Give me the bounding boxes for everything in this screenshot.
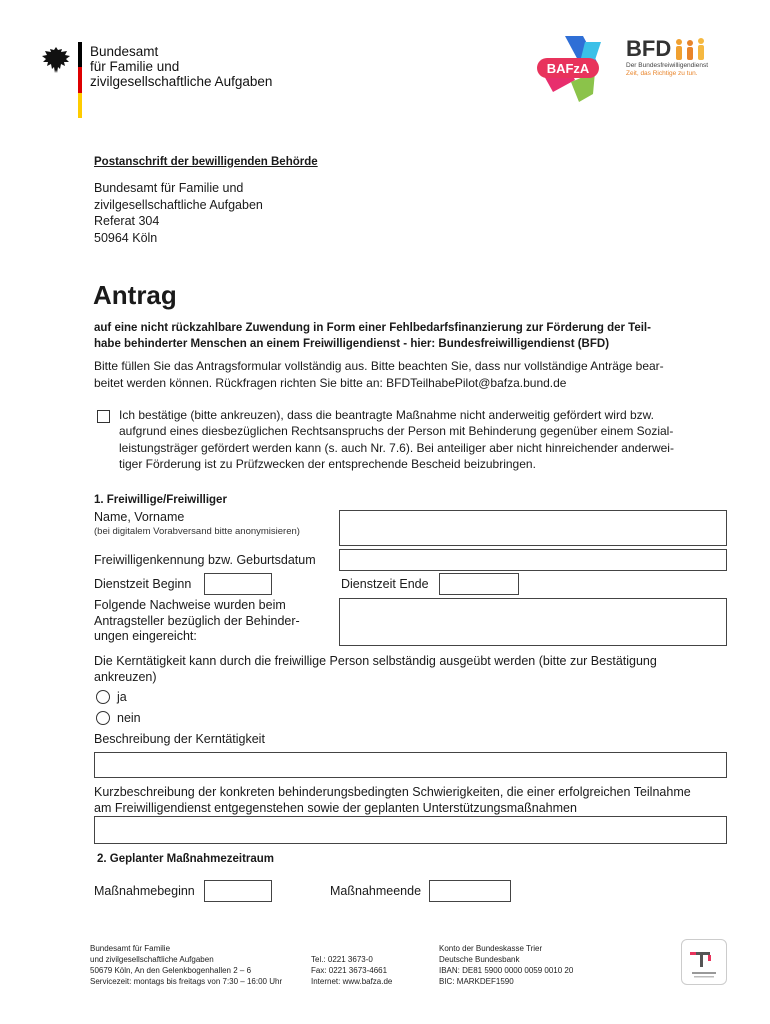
measure-begin-field[interactable] bbox=[204, 880, 272, 902]
core-yes-label: ja bbox=[117, 690, 127, 704]
id-field[interactable] bbox=[339, 549, 727, 571]
service-end-label: Dienstzeit Ende bbox=[341, 577, 429, 591]
footer-bank: Konto der Bundeskasse Trier Deutsche Bundesbank IBAN: DE81 5900 0000 0059 0010 20 BIC: MARKDEF1590 bbox=[439, 944, 574, 986]
name-label: Name, Vorname bbox=[94, 510, 185, 524]
agency-name: Bundesamt für Familie und zivilgesellschaftliche Aufgaben bbox=[90, 44, 273, 89]
proof-field[interactable] bbox=[339, 598, 727, 646]
confirm-checkbox[interactable] bbox=[97, 410, 110, 423]
postal-address-heading: Postanschrift der bewilligenden Behörde bbox=[94, 156, 318, 168]
name-hint: (bei digitalem Vorabversand bitte anonymisieren) bbox=[94, 526, 300, 537]
federal-eagle-icon bbox=[40, 44, 72, 76]
flag-bar bbox=[78, 42, 82, 118]
service-start-field[interactable] bbox=[204, 573, 272, 595]
difficulty-field[interactable] bbox=[94, 816, 727, 844]
core-no-radio[interactable] bbox=[96, 711, 110, 725]
service-end-field[interactable] bbox=[439, 573, 519, 595]
bfd-tagline: Zeit, das Richtige zu tun. bbox=[626, 70, 698, 77]
footer-address: Bundesamt für Familie und zivilgesellschaftliche Aufgaben 50679 Köln, An den Gelenkbogenhallen 2 – 6 Servicezeit: montags bis freitags von 7:30 – 16:00 Uhr bbox=[90, 944, 283, 986]
difficulty-label: Kurzbeschreibung der konkreten behinderungsbedingten Schwierigkeiten, die einer erfolgreichen Teilnahme am Freiwilligendienst entgegenstehen sowie der geplanten Unterstützungsmaßnahmen bbox=[94, 785, 691, 815]
section2-heading: 2. Geplanter Maßnahmezeitraum bbox=[97, 853, 275, 865]
bfd-subline: Der Bundesfreiwilligendienst bbox=[626, 62, 709, 69]
document-subtitle: auf eine nicht rückzahlbare Zuwendung in Form einer Fehlbedarfsfinanzierung zur Förderung der Teil- habe behinderter Menschen an einem Freiwilligendienst - hier: Bundesfreiwilligendienst (BFD) bbox=[94, 322, 651, 350]
section1-heading: 1. Freiwillige/Freiwilliger bbox=[94, 494, 227, 506]
core-description-field[interactable] bbox=[94, 752, 727, 778]
bfd-people-icon bbox=[673, 38, 713, 62]
core-activity-label: Die Kerntätigkeit kann durch die freiwillige Person selbständig ausgeübt werden (bitte zur Bestätigung ankreuzen) bbox=[94, 654, 657, 684]
bafza-text: BAFzA bbox=[546, 61, 590, 76]
measure-begin-label: Maßnahmebeginn bbox=[94, 884, 195, 898]
postal-address: Bundesamt für Familie und zivilgesellschaftliche Aufgaben Referat 304 50964 Köln bbox=[94, 181, 263, 245]
name-field[interactable] bbox=[339, 510, 727, 546]
document-title: Antrag bbox=[93, 280, 177, 310]
core-description-label: Beschreibung der Kerntätigkeit bbox=[94, 732, 265, 746]
intro-text: Bitte füllen Sie das Antragsformular vollständig aus. Bitte beachten Sie, dass nur vollständige Anträge bear- beitet werden können. Rückfragen richten Sie bitte an: BFDTeilhabePilot@bafza.bund.de bbox=[94, 359, 664, 390]
service-start-label: Dienstzeit Beginn bbox=[94, 577, 192, 591]
certificate-icon bbox=[681, 939, 727, 985]
core-no-label: nein bbox=[117, 711, 141, 725]
bfd-text: BFD bbox=[626, 36, 672, 61]
measure-end-label: Maßnahmeende bbox=[330, 884, 422, 898]
confirm-text: Ich bestätige (bitte ankreuzen), dass die beantragte Maßnahme nicht anderweitig gefördert wird bzw. aufgrund eines diesbezüglichen Rechtsanspruchs der Person mit Behinderung gegenüber einem Sozial- leistungsträger gefördert werden kann (s. auch Nr. 7.6). Bei anteiliger aber nicht hinreichender anderwei- tiger Förderung ist zu Prüfzwecken der entsprechende Bescheid beizubringen. bbox=[119, 408, 674, 471]
footer-contact: Tel.: 0221 3673-0 Fax: 0221 3673-4661 Internet: www.bafza.de bbox=[311, 955, 393, 986]
id-label: Freiwilligenkennung bzw. Geburtsdatum bbox=[94, 553, 316, 567]
core-yes-radio[interactable] bbox=[96, 690, 110, 704]
proof-label: Folgende Nachweise wurden beim Antragsteller bezüglich der Behinder- ungen eingereicht: bbox=[94, 598, 300, 643]
bfd-logo bbox=[626, 36, 726, 86]
measure-end-field[interactable] bbox=[429, 880, 511, 902]
bafza-logo bbox=[535, 32, 615, 106]
